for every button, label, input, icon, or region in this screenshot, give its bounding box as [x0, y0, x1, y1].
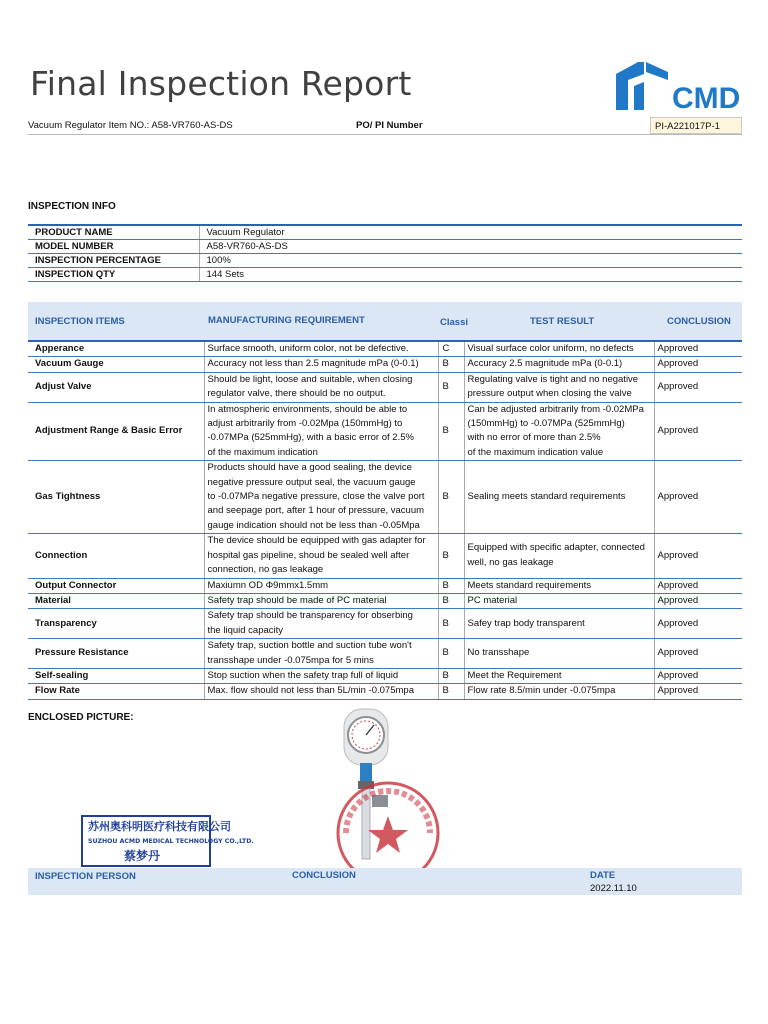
- info-row: [28, 253, 742, 267]
- inspection-item: Gas Tightness: [28, 461, 204, 534]
- inspection-item: Pressure Resistance: [28, 639, 204, 669]
- class-cell: C: [438, 341, 464, 357]
- stamp-company-cn: 苏州奥科明医疗科技有限公司: [88, 820, 231, 833]
- requirement-cell: [204, 534, 438, 578]
- requirement-line: of the maximum indication: [207, 446, 318, 458]
- conclusion-cell: Approved: [654, 593, 742, 608]
- info-key: MODEL NUMBER: [28, 239, 199, 253]
- test-result-line: No transshape: [467, 647, 530, 659]
- table-row: [28, 402, 742, 461]
- requirement-cell: [204, 357, 438, 372]
- col-header-items: INSPECTION ITEMS: [35, 316, 125, 327]
- inspection-item: Flow Rate: [28, 684, 204, 699]
- table-row: [28, 341, 742, 357]
- table-row: [28, 684, 742, 699]
- test-result-line: Flow rate 8.5/min under -0.075mpa: [467, 685, 616, 697]
- requirement-line: adjust arbitrarily from -0.02Mpa (150mmHg) to: [207, 418, 403, 430]
- class-cell: B: [438, 593, 464, 608]
- col-header-result: TEST RESULT: [530, 316, 595, 327]
- stamp-signer: 蔡梦丹: [124, 849, 161, 863]
- inspection-item: Apperance: [28, 341, 204, 357]
- test-result-cell: [464, 609, 654, 639]
- class-cell: B: [438, 461, 464, 534]
- company-stamp-blue: [80, 812, 254, 868]
- requirement-line: gauge indication should not be less than -0.05Mpa: [207, 519, 420, 531]
- table-row: [28, 461, 742, 534]
- test-result-line: Sealing meets standard requirements: [467, 491, 626, 503]
- class-cell: B: [438, 534, 464, 578]
- inspection-info-label: INSPECTION INFO: [28, 201, 116, 212]
- requirement-line: Safety trap should be transparency for obserbing: [207, 610, 413, 622]
- class-cell: B: [438, 639, 464, 669]
- class-cell: B: [438, 578, 464, 593]
- test-result-line: (150mmHg) to -0.07MPa (525mmHg): [467, 418, 625, 430]
- requirement-cell: [204, 639, 438, 669]
- pi-number-field: PI-A221017P-1: [650, 117, 742, 134]
- test-result-cell: [464, 578, 654, 593]
- test-result-cell: [464, 593, 654, 608]
- date-label: DATE: [590, 870, 616, 881]
- requirement-cell: [204, 402, 438, 461]
- conclusion-cell: Approved: [654, 402, 742, 461]
- table-row: [28, 609, 742, 639]
- conclusion-cell: Approved: [654, 341, 742, 357]
- inspection-person-label: INSPECTION PERSON: [35, 871, 136, 882]
- test-result-cell: [464, 668, 654, 683]
- info-row: [28, 267, 742, 281]
- class-cell: B: [438, 668, 464, 683]
- inspection-item: Adjust Valve: [28, 372, 204, 402]
- conclusion-cell: Approved: [654, 357, 742, 372]
- conclusion-label: CONCLUSION: [292, 870, 356, 881]
- info-key: PRODUCT NAME: [28, 225, 199, 239]
- test-result-line: with no error of more than 2.5%: [467, 432, 601, 444]
- test-result-line: Meets standard requirements: [467, 579, 592, 591]
- conclusion-cell: Approved: [654, 534, 742, 578]
- test-result-cell: [464, 341, 654, 357]
- table-row: [28, 357, 742, 372]
- conclusion-cell: Approved: [654, 578, 742, 593]
- header-row: [28, 117, 742, 135]
- requirement-line: Safety trap should be made of PC material: [207, 594, 387, 606]
- inspection-item: Connection: [28, 534, 204, 578]
- class-cell: B: [438, 357, 464, 372]
- info-value: A58-VR760-AS-DS: [199, 239, 742, 253]
- inspection-item: Output Connector: [28, 578, 204, 593]
- test-result-line: PC material: [467, 594, 518, 606]
- test-result-cell: [464, 639, 654, 669]
- requirement-cell: [204, 372, 438, 402]
- info-value: 100%: [199, 253, 742, 267]
- inspection-item: Transparency: [28, 609, 204, 639]
- requirement-cell: [204, 461, 438, 534]
- requirement-line: negative pressure output seal, the vacuum gauge: [207, 476, 416, 488]
- requirement-cell: [204, 593, 438, 608]
- table-row: [28, 372, 742, 402]
- requirement-line: regulator valve, there should be no output.: [207, 388, 386, 400]
- test-result-cell: [464, 534, 654, 578]
- requirement-cell: [204, 668, 438, 683]
- requirement-line: Stop suction when the safety trap full of liquid: [207, 669, 399, 681]
- info-key: INSPECTION QTY: [28, 267, 199, 281]
- col-header-class: Classi: [440, 317, 468, 328]
- class-cell: B: [438, 372, 464, 402]
- requirement-line: Products should have a good sealing, the device: [207, 462, 412, 474]
- info-row: [28, 239, 742, 253]
- item-number: Vacuum Regulator Item NO.: A58-VR760-AS-DS: [28, 120, 233, 131]
- requirement-cell: [204, 341, 438, 357]
- requirement-line: The device should be equipped with gas adapter for: [207, 535, 426, 547]
- requirement-line: and seepage port, after 1 hour of pressure, vacuum: [207, 505, 425, 517]
- class-cell: B: [438, 609, 464, 639]
- test-result-cell: [464, 402, 654, 461]
- inspection-table-header: [28, 302, 742, 340]
- table-row: [28, 639, 742, 669]
- stamp-company-en: SUZHOU ACMD MEDICAL TECHNOLOGY CO.,LTD.: [88, 838, 254, 845]
- po-pi-label: PO/ PI Number: [356, 120, 423, 131]
- requirement-line: the liquid capacity: [207, 624, 284, 636]
- test-result-line: Equipped with specific adapter, connected: [467, 542, 645, 554]
- info-row: [28, 225, 742, 239]
- test-result-line: of the maximum indication value: [467, 446, 604, 458]
- requirement-line: In atmospheric environments, should be able to: [207, 403, 408, 415]
- conclusion-cell: Approved: [654, 609, 742, 639]
- requirement-line: -0.07MPa (525mmHg), with a basic error of 2.5%: [207, 432, 414, 444]
- requirement-line: Max. flow should not less than 5L/min -0.075mpa: [207, 685, 414, 697]
- logo-text: CMD: [672, 82, 741, 115]
- inspection-item: Vacuum Gauge: [28, 357, 204, 372]
- conclusion-cell: Approved: [654, 372, 742, 402]
- header-divider: [28, 134, 742, 135]
- requirement-line: Should be light, loose and suitable, when closing: [207, 373, 413, 385]
- requirement-line: Maxiumn OD Φ9mmx1.5mm: [207, 579, 329, 591]
- requirement-line: connection, no gas leakage: [207, 564, 324, 576]
- table-row: [28, 668, 742, 683]
- info-value: 144 Sets: [199, 267, 742, 281]
- test-result-line: Accuracy 2.5 magnitude mPa (0-0.1): [467, 358, 623, 370]
- inspection-items-table: [28, 340, 742, 700]
- table-row: [28, 578, 742, 593]
- conclusion-cell: Approved: [654, 639, 742, 669]
- test-result-cell: [464, 357, 654, 372]
- col-header-requirement: MANUFACTURING REQUIREMENT: [208, 315, 365, 326]
- acmd-logo: [612, 60, 744, 115]
- conclusion-cell: Approved: [654, 684, 742, 699]
- conclusion-cell: Approved: [654, 668, 742, 683]
- requirement-line: to -0.07MPa negative pressure, close the valve port: [207, 491, 425, 503]
- requirement-cell: [204, 684, 438, 699]
- test-result-line: Regulating valve is tight and no negative: [467, 373, 639, 385]
- requirement-line: hospital gas pipeline, shoud be sealed well after: [207, 549, 410, 561]
- requirement-line: Safety trap, suction bottle and suction tube won't: [207, 640, 412, 652]
- inspection-item: Self-sealing: [28, 668, 204, 683]
- test-result-cell: [464, 461, 654, 534]
- class-cell: B: [438, 684, 464, 699]
- inspection-info-table: [28, 224, 742, 282]
- col-header-conclusion: CONCLUSION: [667, 316, 731, 327]
- test-result-line: pressure output when closing the valve: [467, 388, 632, 400]
- requirement-cell: [204, 578, 438, 593]
- test-result-line: Meet the Requirement: [467, 669, 562, 681]
- table-row: [28, 593, 742, 608]
- test-result-line: Visual surface color uniform, no defects: [467, 343, 634, 354]
- requirement-cell: [204, 609, 438, 639]
- table-row: [28, 534, 742, 578]
- class-cell: B: [438, 402, 464, 461]
- test-result-cell: [464, 372, 654, 402]
- info-key: INSPECTION PERCENTAGE: [28, 253, 199, 267]
- conclusion-cell: Approved: [654, 461, 742, 534]
- inspection-item: Adjustment Range & Basic Error: [28, 402, 204, 461]
- test-result-line: well, no gas leakage: [467, 556, 554, 568]
- enclosed-picture-label: ENCLOSED PICTURE:: [28, 712, 134, 723]
- requirement-line: Accuracy not less than 2.5 magnitude mPa (0-0.1): [207, 358, 419, 370]
- test-result-cell: [464, 684, 654, 699]
- test-result-line: Safey trap body transparent: [467, 617, 585, 629]
- requirement-line: transshape under -0.075mpa for 5 mins: [207, 654, 374, 666]
- test-result-line: Can be adjusted arbitrarily from -0.02MPa: [467, 403, 644, 415]
- report-title: Final Inspection Report: [30, 64, 412, 103]
- inspection-item: Material: [28, 593, 204, 608]
- date-value: 2022.11.10: [590, 883, 637, 894]
- requirement-line: Surface smooth, uniform color, not be defective.: [207, 343, 409, 354]
- info-value: Vacuum Regulator: [199, 225, 742, 239]
